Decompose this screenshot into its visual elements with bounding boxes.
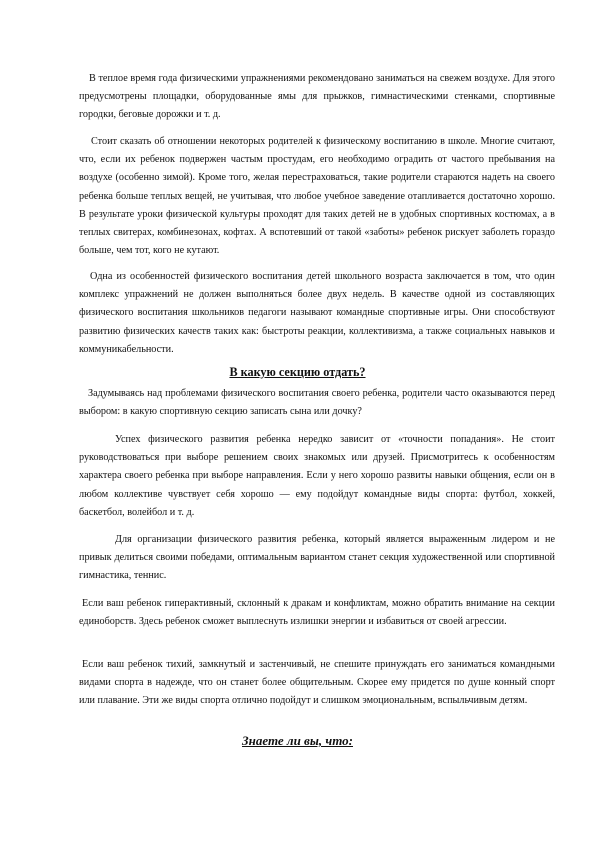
paragraph-success: Успех физического развития ребенка нередко зависит от «точности попадания». Не стоит руководствоваться при выборе решением своих знакомых или друзей. Присмотритесь к особенностям характера своего ребенка при выборе направления. Если у него хорошо развиты навыки общения, если он в любом коллективе чувствует себя хорошо — ему подойдут командные виды спорта: футбол, хоккей, баскетбол, волейбол и т. д. <box>79 434 555 518</box>
paragraph-team-games: Одна из особенностей физического воспитания детей школьного возраста заключается в том, что один комплекс упражнений не должен выполняться более двух недель. В качестве одной из составляющих физического воспитания школьников педагоги называют командные спортивные игры. Они способствуют развитию физических качеств таких как: быстроты реакции, коллективизма, а также социальных навыков и коммуникабельности. <box>79 271 555 355</box>
paragraph-quiet-child: Если ваш ребенок тихий, замкнутый и застенчивый, не спешите принуждать его заниматься командными видами спорта в надежде, что он станет более общительным. Скорее ему придется по душе конный спорт или плавание. Эти же виды спорта отлично подойдут и слишком эмоциональным, вспыльчивым детям. <box>79 659 555 707</box>
paragraph-parents-attitude: Стоит сказать об отношении некоторых родителей к физическому воспитанию в школе. Многие считают, что, если их ребенок подвержен частым простудам, его необходимо оградить от частого пребывания на воздухе (особенно зимой). Кроме того, желая перестраховаться, такие родители стараются надеть на своего ребенка больше теплых вещей, не учитывая, что любое учебное заведение отапливается достаточно хорошо. В результате уроки физической культуры проходят для таких детей не в удобных спортивных костюмах, а в теплых свитерах, комбинезонах, кофтах. А вспотевший от такой «заботы» ребенок рискует заболеть гораздо больше, чем тот, кого не кутают. <box>79 136 555 257</box>
section-heading: В какую секцию отдать? <box>229 365 366 379</box>
paragraph-choice-question: Задумываясь над проблемами физического воспитания своего ребенка, родители часто оказываются перед выбором: в какую спортивную секцию записать сына или дочку? <box>79 388 555 418</box>
paragraph-hyperactive: Если ваш ребенок гиперактивный, склонный к дракам и конфликтам, можно обратить внимание на секции единоборств. Здесь ребенок сможет выплеснуть излишки энергии и избавиться от своей агрессии. <box>79 598 555 628</box>
paragraph-outdoor-exercise: В теплое время года физическими упражнениями рекомендовано заниматься на свежем воздухе. Для этого предусмотрены площадки, оборудованные ямы для прыжков, гимнастическими стенками, спортивные городки, беговые дорожки и т. д. <box>79 73 555 121</box>
paragraph-leader: Для организации физического развития ребенка, который является выраженным лидером и не привык делиться своими победами, оптимальным вариантом станет секция художественной или спортивной гимнастика, теннис. <box>79 534 555 582</box>
facts-heading: Знаете ли вы, что: <box>242 733 353 748</box>
